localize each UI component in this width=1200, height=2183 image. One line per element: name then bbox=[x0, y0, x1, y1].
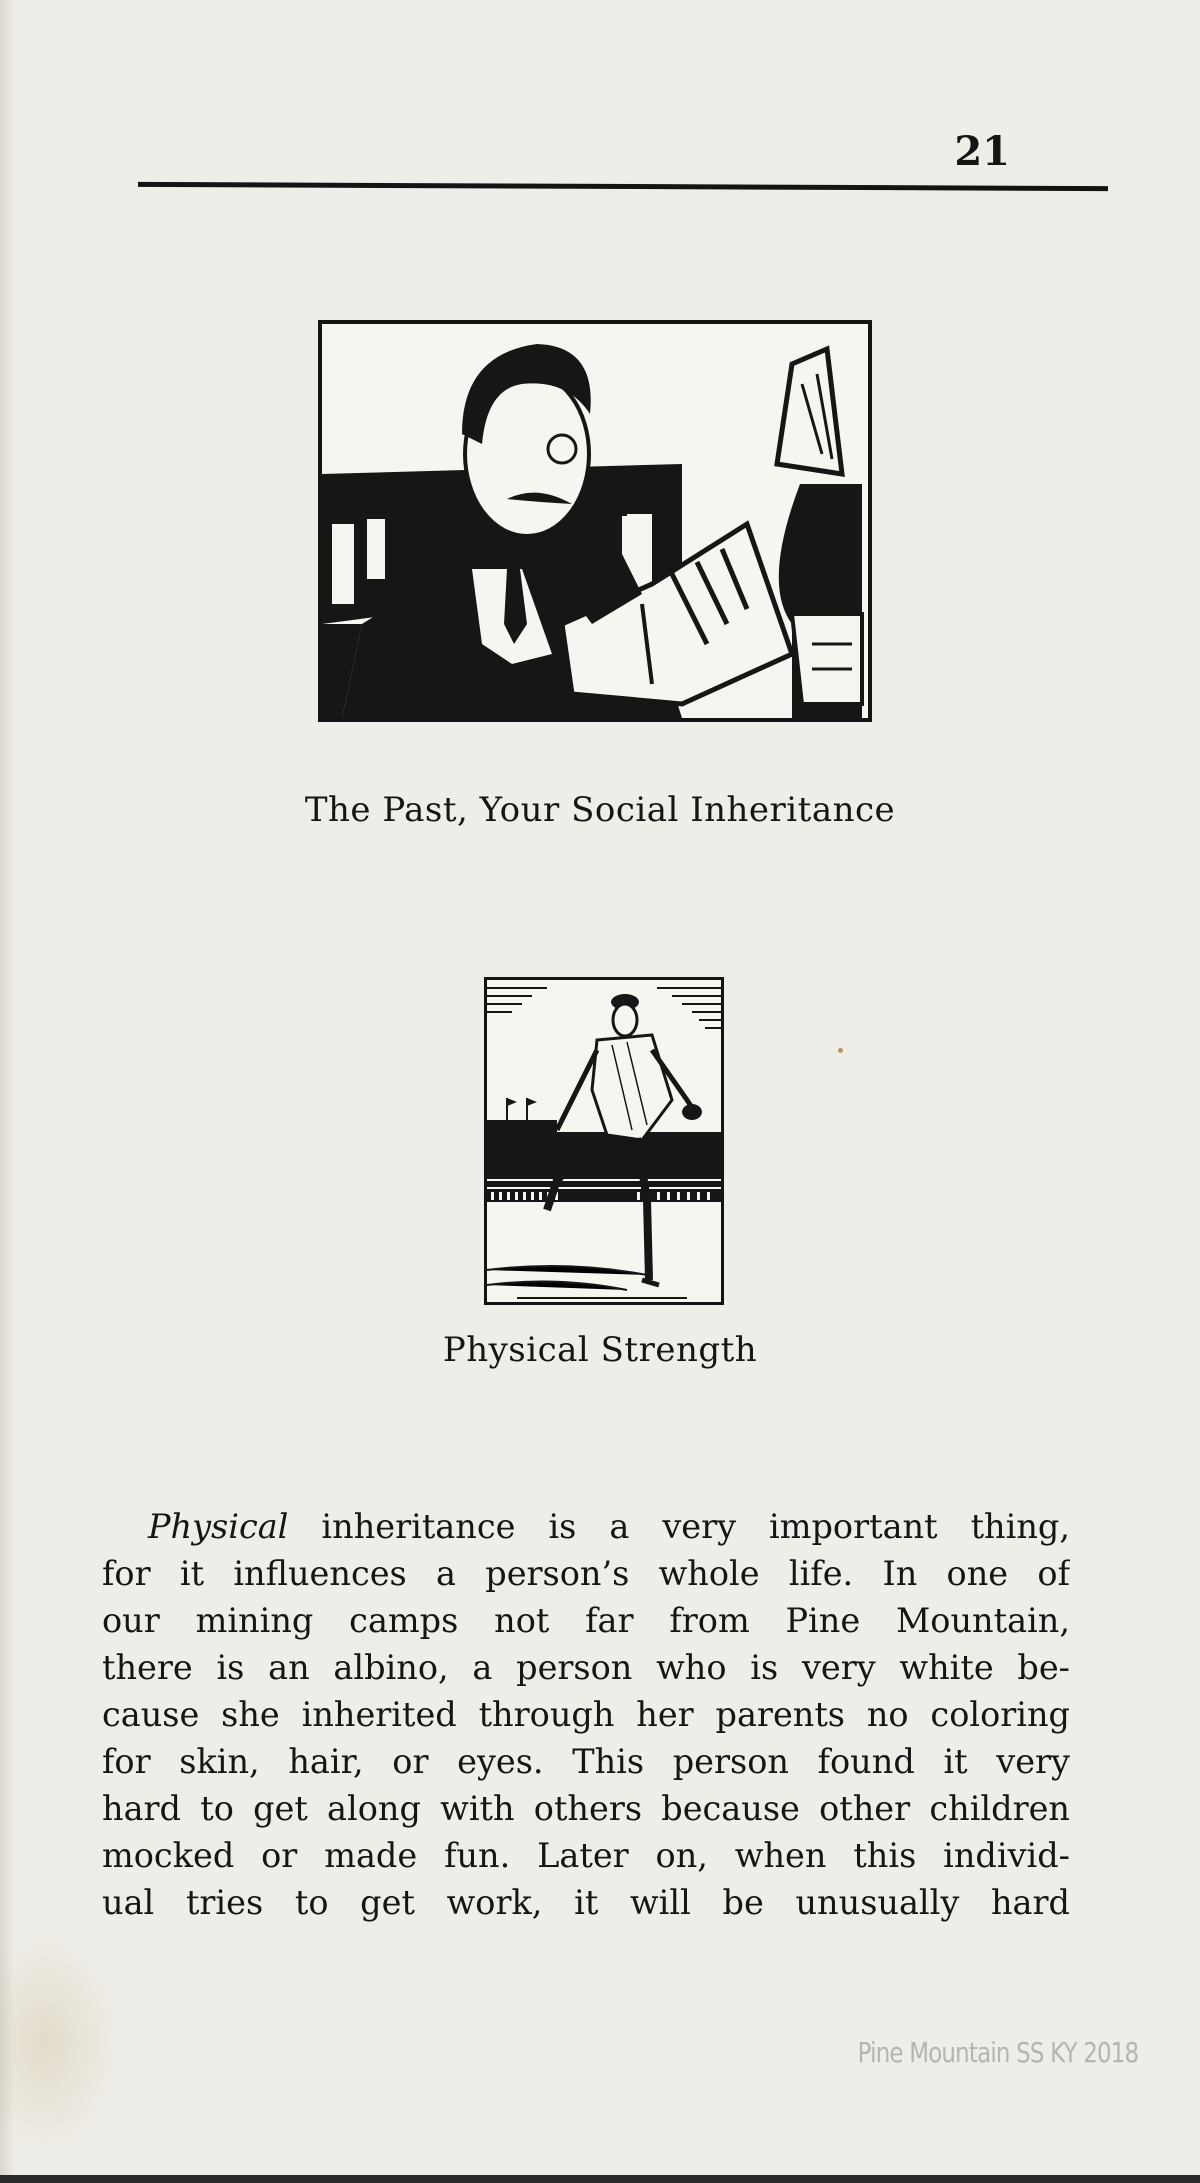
text-line: cause she inherited through her parents no coloring bbox=[102, 1695, 1070, 1734]
text-line: our mining camps not far from Pine Mountain, bbox=[102, 1601, 1070, 1640]
page-stain bbox=[0, 1933, 120, 2153]
text-line: mocked or made fun. Later on, when this individ- bbox=[102, 1836, 1070, 1875]
text-line: hard to get along with others because other children bbox=[102, 1789, 1070, 1828]
baseball-pitcher-woodcut-icon bbox=[484, 977, 724, 1305]
text-line: for it influences a person’s whole life. In one of bbox=[102, 1554, 1070, 1593]
text-line: ual tries to get work, it will be unusually hard bbox=[102, 1883, 1070, 1922]
body-paragraph bbox=[102, 1503, 1070, 1926]
text-line-rest: inheritance is a very important thing, bbox=[321, 1507, 1070, 1546]
text-line bbox=[102, 1503, 1070, 1550]
page-number: 21 bbox=[954, 128, 1010, 175]
text-line: for skin, hair, or eyes. This person found it very bbox=[102, 1742, 1070, 1781]
header-rule bbox=[138, 182, 1108, 191]
paper-speck bbox=[838, 1048, 843, 1053]
man-reading-book-woodcut-icon bbox=[318, 320, 872, 722]
text-line: there is an albino, a person who is very white be- bbox=[102, 1648, 1070, 1687]
figure-caption: The Past, Your Social Inheritance bbox=[304, 790, 896, 830]
page-edge-shadow bbox=[0, 0, 14, 2183]
emphasized-word: Physical bbox=[148, 1507, 289, 1546]
watermark: Pine Mountain SS KY 2018 bbox=[857, 2036, 1138, 2069]
figure-caption: Physical Strength bbox=[442, 1330, 758, 1370]
page-edge-bottom bbox=[0, 2175, 1200, 2183]
